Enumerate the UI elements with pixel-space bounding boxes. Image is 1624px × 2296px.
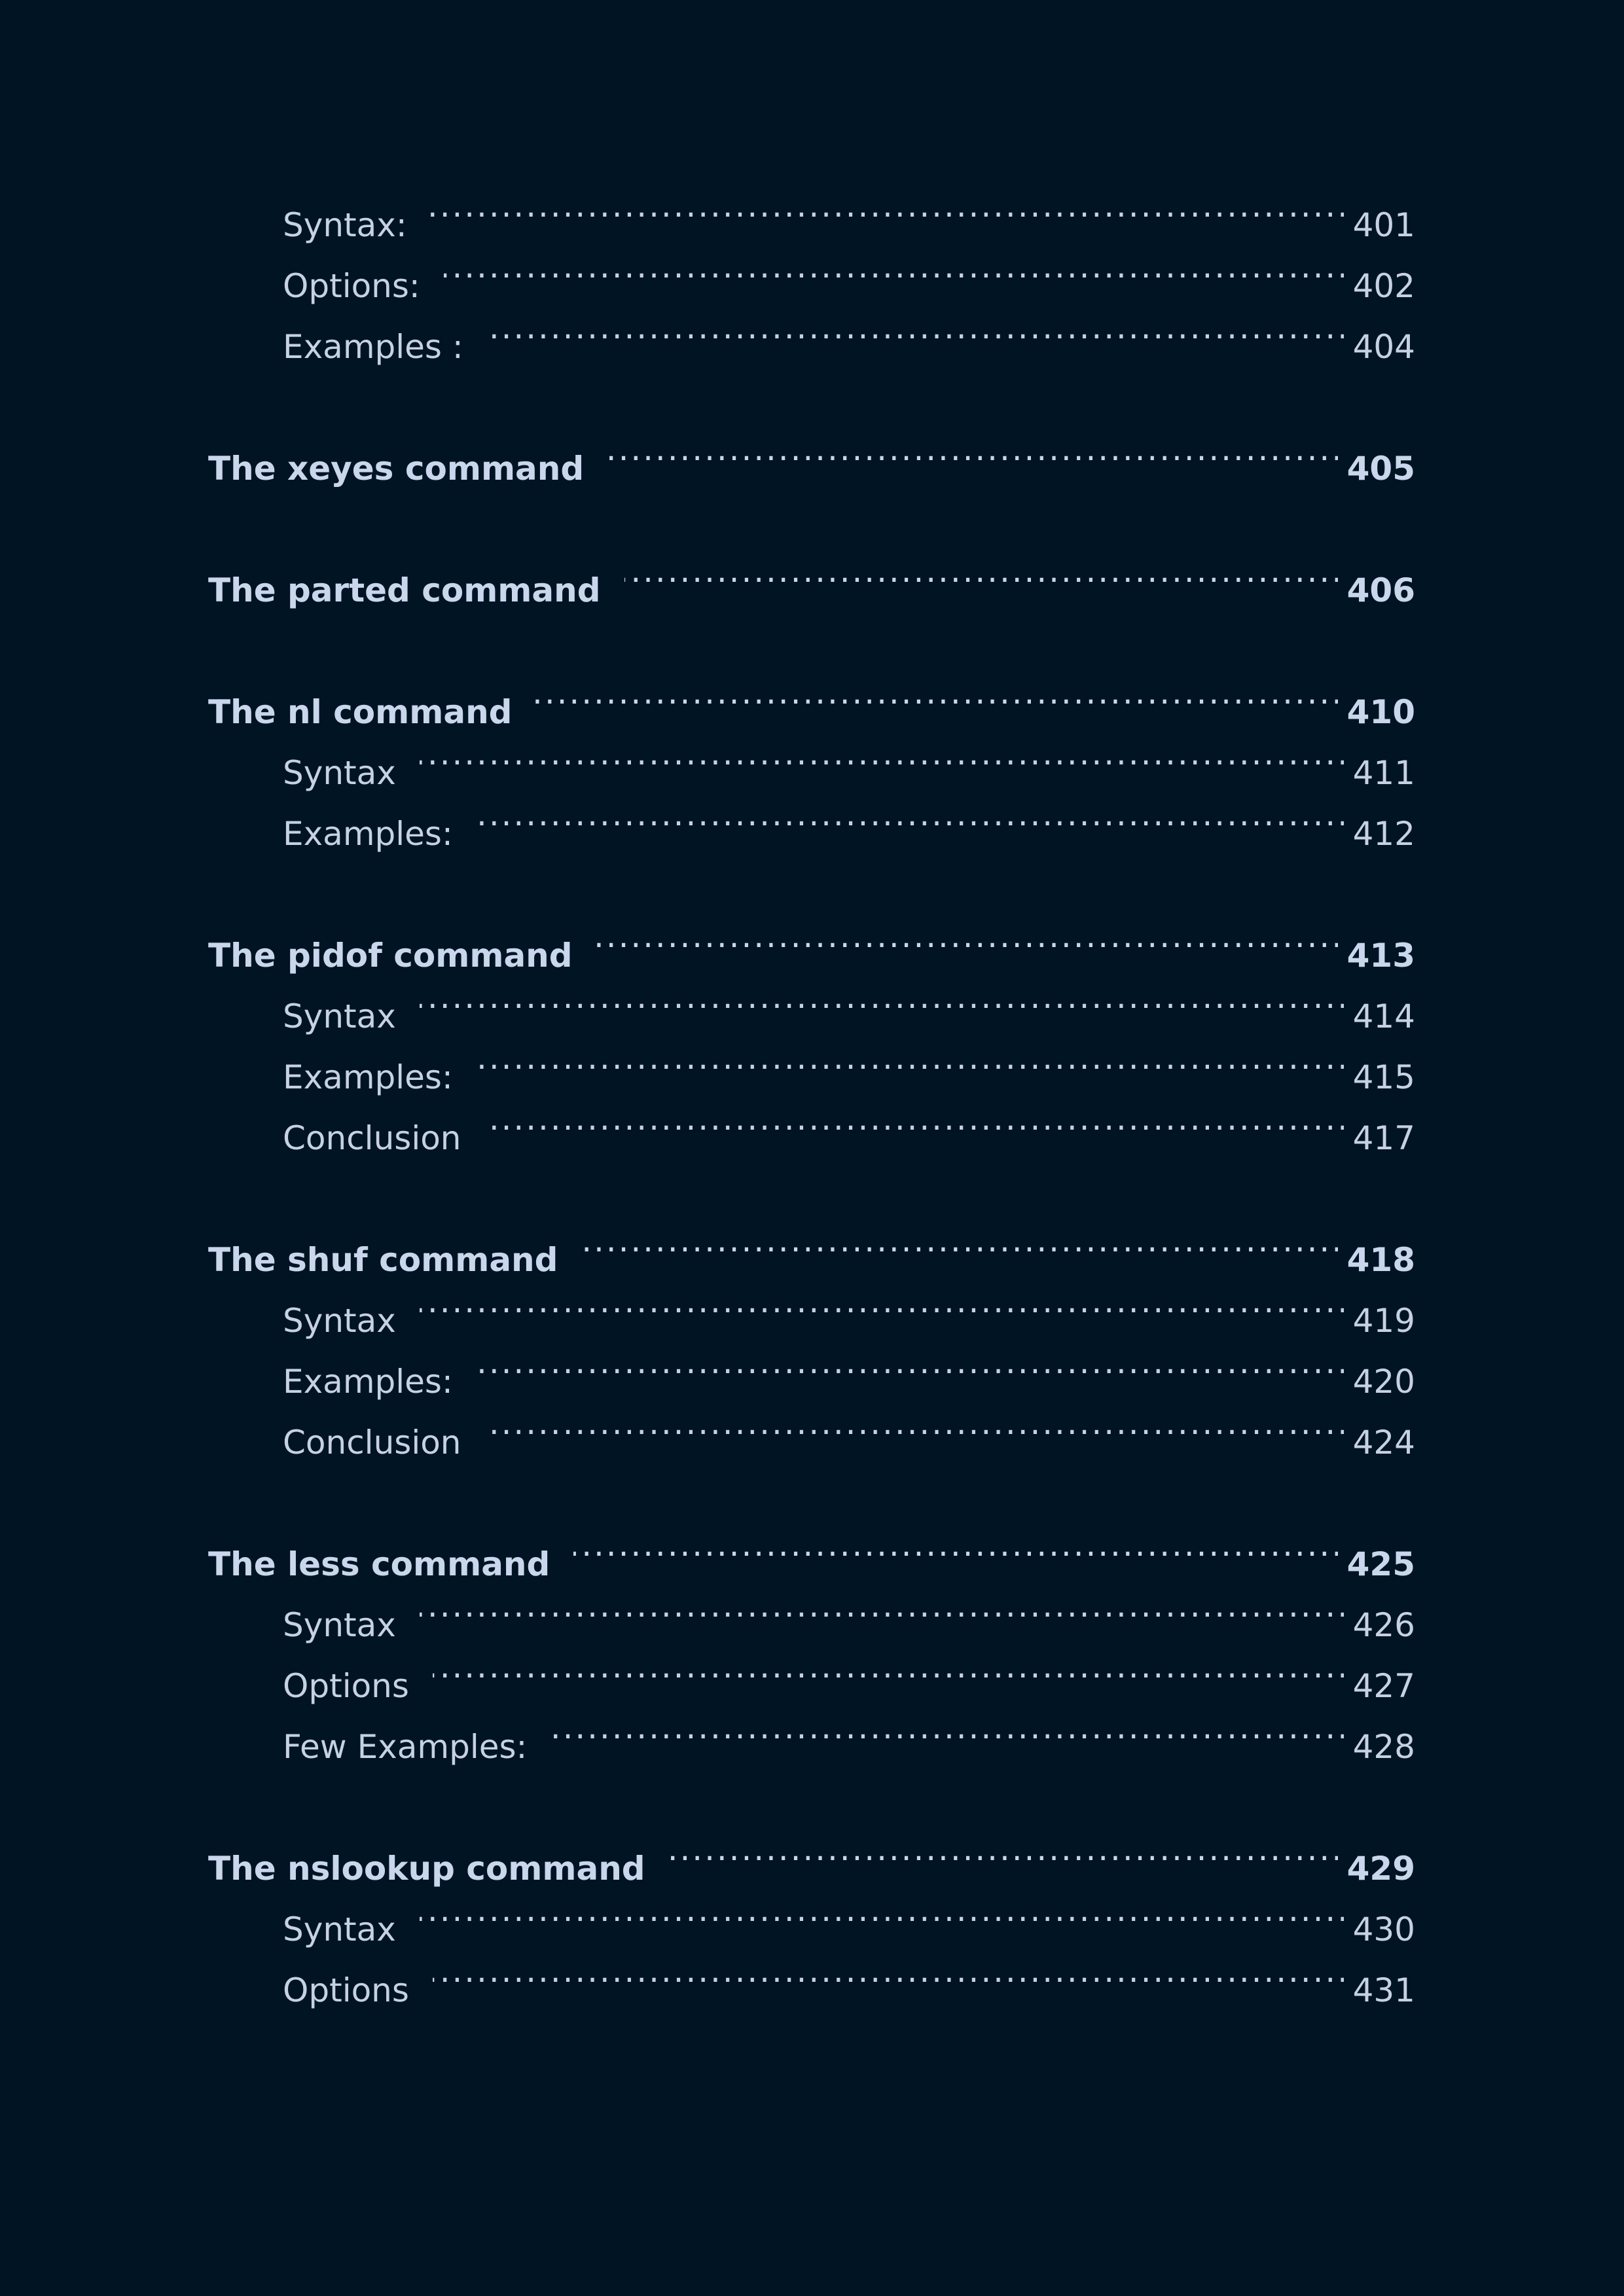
toc-entry-label: Examples: [283,1363,453,1401]
toc-entry-page: 414 [1352,997,1415,1035]
dot-leader [487,297,1344,358]
toc-entry-page: 411 [1352,754,1415,792]
toc-chapter-title: The pidof command [208,937,573,975]
dot-leader [624,541,1338,601]
toc-chapter-heading[interactable] [208,1515,1415,1583]
toc-group [208,1210,1415,1462]
toc-entry-label: Conclusion [283,1424,461,1462]
dot-leader [477,1028,1344,1088]
toc-chapter-heading[interactable] [208,906,1415,975]
toc-chapter-page: 413 [1346,937,1415,975]
dot-leader [485,1393,1344,1454]
toc-entry-page: 428 [1352,1728,1415,1766]
toc-chapter-title: The parted command [208,571,601,609]
toc-chapter-heading[interactable] [208,1210,1415,1279]
dot-leader [420,967,1344,1028]
table-of-contents [208,175,1415,2009]
toc-entry-page: 419 [1352,1302,1415,1340]
toc-entry-page: 427 [1352,1667,1415,1705]
toc-entry-page: 417 [1352,1119,1415,1157]
toc-chapter-title: The nl command [208,693,513,731]
toc-chapter-page: 405 [1346,450,1415,488]
toc-entry-label: Examples: [283,1058,453,1096]
dot-leader [535,662,1337,723]
toc-chapter-heading[interactable] [208,419,1415,488]
dot-leader [550,1697,1343,1758]
dot-leader [485,1088,1344,1149]
toc-entry-label: Conclusion [283,1119,461,1157]
toc-entry-page: 426 [1352,1606,1415,1644]
toc-group [208,175,1415,366]
toc-entry-page: 412 [1352,815,1415,853]
toc-entry-label: Syntax [283,1606,396,1644]
toc-entry[interactable] [208,175,1415,244]
toc-group [208,1515,1415,1766]
toc-chapter-title: The shuf command [208,1241,558,1279]
dot-leader [607,419,1337,480]
dot-leader [477,784,1344,845]
toc-entry-label: Syntax [283,1910,396,1948]
dot-leader [573,1515,1337,1575]
dot-leader [420,1271,1344,1332]
toc-entry-page: 420 [1352,1363,1415,1401]
toc-entry-label: Syntax [283,754,396,792]
toc-entry-page: 430 [1352,1910,1415,1948]
toc-chapter-heading[interactable] [208,541,1415,609]
toc-entry-page: 415 [1352,1058,1415,1096]
toc-group [208,419,1415,488]
toc-chapter-page: 418 [1346,1241,1415,1279]
toc-chapter-page: 429 [1346,1850,1415,1888]
toc-group [208,1819,1415,2009]
dot-leader [477,1332,1344,1393]
toc-entry-label: Options: [283,267,420,305]
toc-chapter-title: The xeyes command [208,450,585,488]
dot-leader [420,1575,1344,1636]
toc-chapter-page: 406 [1346,571,1415,609]
toc-entry-label: Options [283,1971,409,2009]
toc-chapter-page: 410 [1346,693,1415,731]
dot-leader [433,1941,1344,2001]
dot-leader [433,1636,1344,1697]
toc-group [208,662,1415,853]
toc-entry-page: 401 [1352,206,1415,244]
toc-entry-page: 402 [1352,267,1415,305]
dot-leader [581,1210,1337,1271]
dot-leader [596,906,1338,967]
toc-group [208,906,1415,1157]
toc-entry-label: Syntax [283,997,396,1035]
dot-leader [431,175,1344,236]
toc-entry-label: Options [283,1667,409,1705]
toc-entry-page: 404 [1352,328,1415,366]
toc-chapter-page: 425 [1346,1545,1415,1583]
toc-group [208,541,1415,609]
dot-leader [420,1880,1344,1941]
toc-chapter-title: The nslookup command [208,1850,645,1888]
toc-entry-page: 424 [1352,1424,1415,1462]
toc-entry-page: 431 [1352,1971,1415,2009]
toc-entry-label: Examples : [283,328,463,366]
toc-entry-label: Syntax: [283,206,407,244]
dot-leader [444,236,1344,297]
toc-chapter-heading[interactable] [208,662,1415,731]
toc-entry-label: Examples: [283,815,453,853]
toc-entry-label: Syntax [283,1302,396,1340]
toc-entry-label: Few Examples: [283,1728,528,1766]
toc-chapter-heading[interactable] [208,1819,1415,1888]
toc-chapter-title: The less command [208,1545,550,1583]
dot-leader [669,1819,1338,1880]
dot-leader [420,723,1344,784]
